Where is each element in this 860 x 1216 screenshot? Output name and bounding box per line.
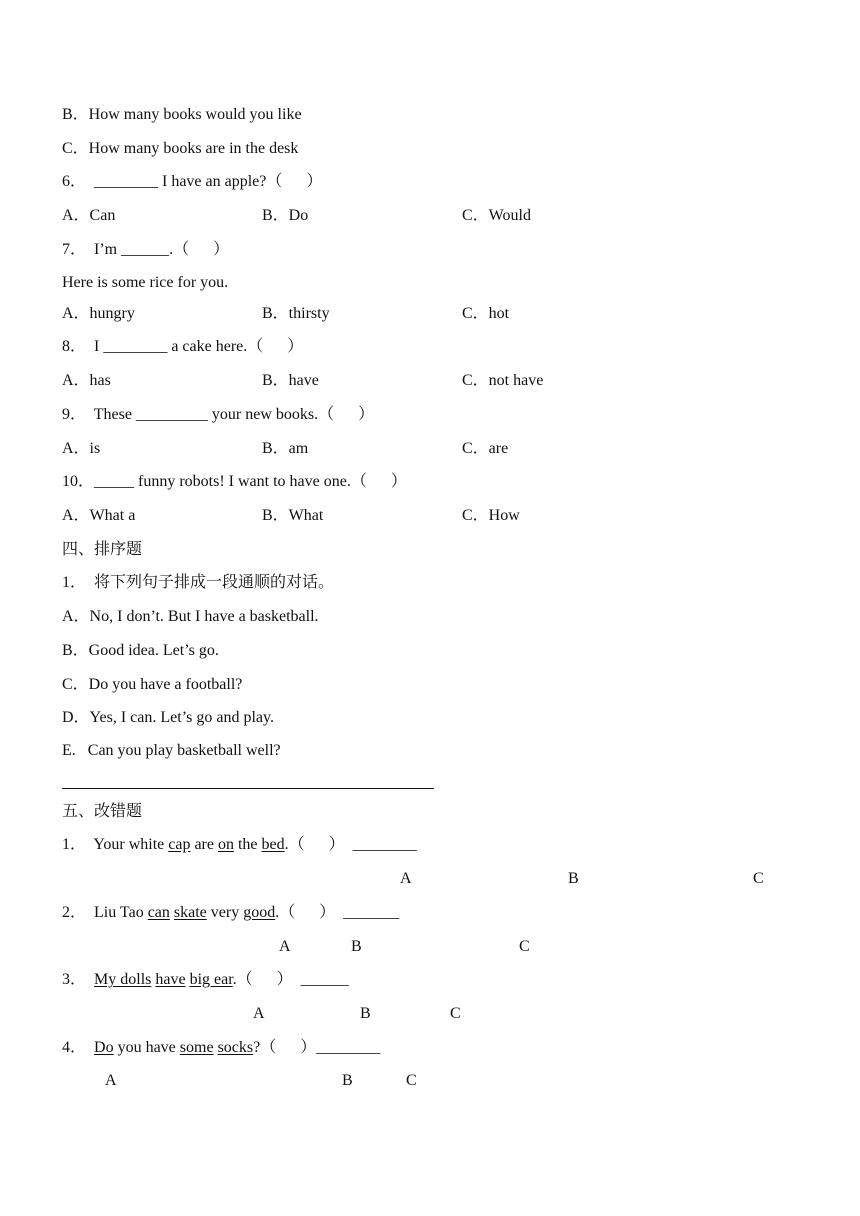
q1-label-b: B — [568, 870, 579, 887]
q2-underlined-c: good — [243, 904, 276, 921]
q2-text: 2． Liu Tao — [62, 904, 148, 921]
q1-underlined-c: bed — [261, 836, 285, 853]
question-9: 9． These _________ your new books.（ ） — [62, 406, 375, 423]
q1-answer-blank: ________ — [352, 836, 417, 853]
q4-underlined-c: socks — [217, 1039, 254, 1056]
q4-text: you have — [113, 1039, 180, 1056]
error-question-2 — [62, 903, 399, 923]
q1-label-a: A — [400, 870, 412, 887]
q8-option-b: B．have — [262, 372, 319, 389]
ordering-option-a: A．No, I don’t. But I have a basketball. — [62, 608, 319, 625]
q1-text: the — [233, 836, 262, 853]
q2-answer-blank: _______ — [343, 904, 400, 921]
q7-option-a: A．hungry — [62, 305, 135, 322]
q2-label-c: C — [519, 938, 530, 955]
q4-label-b: B — [342, 1072, 353, 1089]
option-c-line: C．How many books are in the desk — [62, 140, 299, 157]
question-7: 7． I’m ______.（ ） — [62, 241, 230, 258]
q4-answer-blank: ________ — [316, 1039, 381, 1056]
option-b-line: B．How many books would you like — [62, 106, 302, 123]
error-question-4 — [62, 1038, 380, 1058]
q4-text: ?（ ） — [253, 1039, 317, 1056]
q2-underlined-a: can — [147, 904, 170, 921]
q1-label-c: C — [753, 870, 764, 887]
q6-option-b: B．Do — [262, 207, 309, 224]
q9-option-a: A．is — [62, 440, 101, 457]
q1-text: are — [190, 836, 218, 853]
q1-text: .（ ） — [284, 836, 353, 853]
section-5-heading: 五、改错题 — [62, 803, 143, 820]
q7-context: Here is some rice for you. — [62, 274, 229, 291]
q3-answer-blank: ______ — [300, 971, 349, 988]
q1-text: 1． Your white — [62, 836, 169, 853]
q6-option-a: A．Can — [62, 207, 116, 224]
q9-option-b: B．am — [262, 440, 309, 457]
q8-option-c: C．not have — [462, 372, 544, 389]
q1-underlined-b: on — [217, 836, 234, 853]
q2-text: .（ ） — [275, 904, 344, 921]
q3-label-c: C — [450, 1005, 461, 1022]
q9-option-c: C．are — [462, 440, 509, 457]
question-6: 6． ________ I have an apple?（ ） — [62, 173, 323, 190]
ordering-q1: 1． 将下列句子排成一段通顺的对话。 — [62, 574, 335, 591]
q2-text: very — [206, 904, 244, 921]
q7-option-b: B．thirsty — [262, 305, 330, 322]
q2-label-b: B — [351, 938, 362, 955]
question-8: 8． I ________ a cake here.（ ） — [62, 338, 304, 355]
q10-option-b: B．What — [262, 507, 324, 524]
q3-underlined-a: My dolls — [94, 971, 152, 988]
q4-underlined-b: some — [179, 1039, 214, 1056]
q7-option-c: C．hot — [462, 305, 510, 322]
section-4-heading: 四、排序题 — [62, 541, 143, 558]
question-10: 10．_____ funny robots! I want to have one.（ ） — [62, 473, 407, 490]
q8-option-a: A．has — [62, 372, 111, 389]
q3-label-a: A — [253, 1005, 265, 1022]
ordering-option-c: C．Do you have a football? — [62, 676, 243, 693]
q3-underlined-b: have — [155, 971, 186, 988]
ordering-option-e: E. Can you play basketball well? — [62, 742, 281, 759]
q3-underlined-c: big ear — [189, 971, 233, 988]
q4-label-a: A — [105, 1072, 117, 1089]
q4-text: 4． — [62, 1039, 95, 1056]
answer-line — [62, 788, 434, 789]
ordering-option-d: D．Yes, I can. Let’s go and play. — [62, 709, 274, 726]
q6-option-c: C．Would — [462, 207, 531, 224]
q10-option-c: C．How — [462, 507, 520, 524]
q3-label-b: B — [360, 1005, 371, 1022]
q3-text: .（ ） — [232, 971, 301, 988]
q1-underlined-a: cap — [168, 836, 191, 853]
q3-text: 3． — [62, 971, 95, 988]
q4-underlined-a: Do — [94, 1039, 114, 1056]
q4-label-c: C — [406, 1072, 417, 1089]
ordering-option-b: B．Good idea. Let’s go. — [62, 642, 219, 659]
q10-option-a: A．What a — [62, 507, 136, 524]
error-question-3 — [62, 970, 349, 990]
q2-underlined-b: skate — [173, 904, 207, 921]
error-question-1 — [62, 835, 417, 855]
q2-label-a: A — [279, 938, 291, 955]
